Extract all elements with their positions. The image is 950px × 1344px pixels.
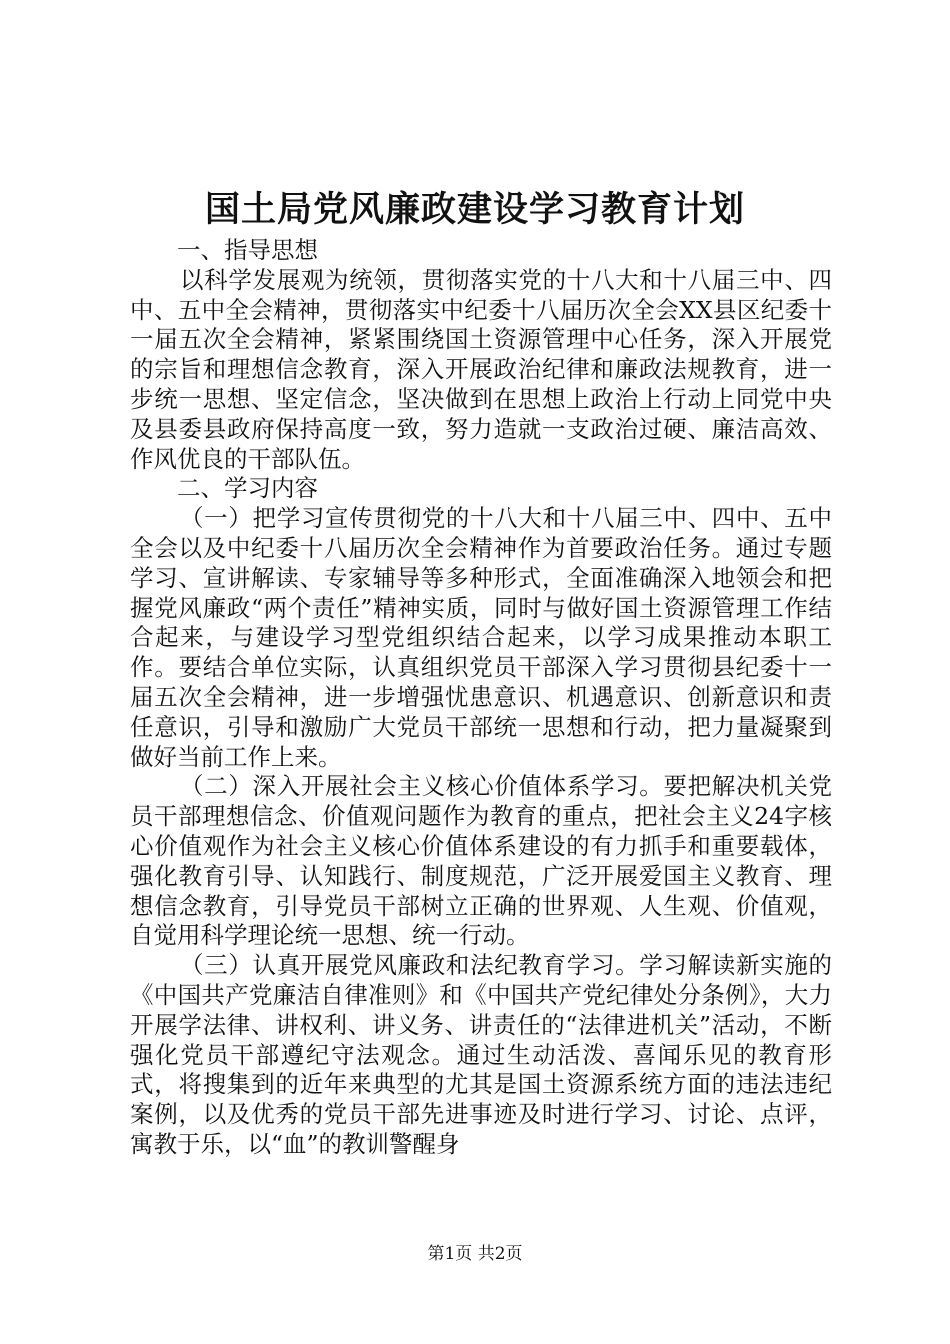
section-heading-guiding-ideology: 一、指导思想 (177, 236, 318, 264)
paragraph-study-item-3: （三）认真开展党风廉政和法纪教育学习。学习解读新实施的《中国共产党廉洁自律准则》和《中国共产党纪律处分条例》，大力开展学法律、讲权利、讲义务、讲责任的“法律进机关”活动，不断强化党员干部遵纪守法观念。通过生动活泼、喜闻乐见的教育形式，将搜集到的近年来典型的尤其是国土资源系统方面的违法违纪案例，以及优秀的党员干部先进事迹及时进行学习、讨论、点评，寓教于乐，以“血”的教训警醒身 (130, 951, 832, 1158)
paragraph-study-item-2: （二）深入开展社会主义核心价值体系学习。要把解决机关党员干部理想信念、价值观问题作为教育的重点，把社会主义24字核心价值观作为社会主义核心价值体系建设的有力抓手和重要载体，强化教育引导、认知践行、制度规范，广泛开展爱国主义教育、理想信念教育，引导党员干部树立正确的世界观、人生观、价值观，自觉用科学理论统一思想、统一行动。 (130, 772, 832, 950)
paragraph-study-item-1: （一）把学习宣传贯彻党的十八大和十八届三中、四中、五中全会以及中纪委十八届历次全会精神作为首要政治任务。通过专题学习、宣讲解读、专家辅导等多种形式，全面准确深入地领会和把握党风廉政“两个责任”精神实质，同时与做好国土资源管理工作结合起来，与建设学习型党组织结合起来，以学习成果推动本职工作。要结合单位实际，认真组织党员干部深入学习贯彻县纪委十一届五次全会精神，进一步增强忧患意识、机遇意识、创新意识和责任意识，引导和激励广大党员干部统一思想和行动，把力量凝聚到做好当前工作上来。 (130, 504, 832, 771)
document-body (130, 236, 832, 1160)
document-title: 国土局党风廉政建设学习教育计划 (204, 189, 745, 230)
section-heading-study-content: 二、学习内容 (177, 474, 318, 503)
paragraph-guiding-ideology: 以科学发展观为统领，贯彻落实党的十八大和十八届三中、四中、五中全会精神，贯彻落实中纪委十八届历次全会XX县区纪委十一届五次全会精神，紧紧围绕国土资源管理中心任务，深入开展党的宗旨和理想信念教育，深入开展政治纪律和廉政法规教育，进一步统一思想、坚定信念，坚决做到在思想上政治上行动上同党中央及县委县政府保持高度一致，努力造就一支政治过硬、廉洁高效、作风优良的干部队伍。 (130, 265, 832, 473)
page-number-footer: 第1页 共2页 (427, 1244, 523, 1264)
